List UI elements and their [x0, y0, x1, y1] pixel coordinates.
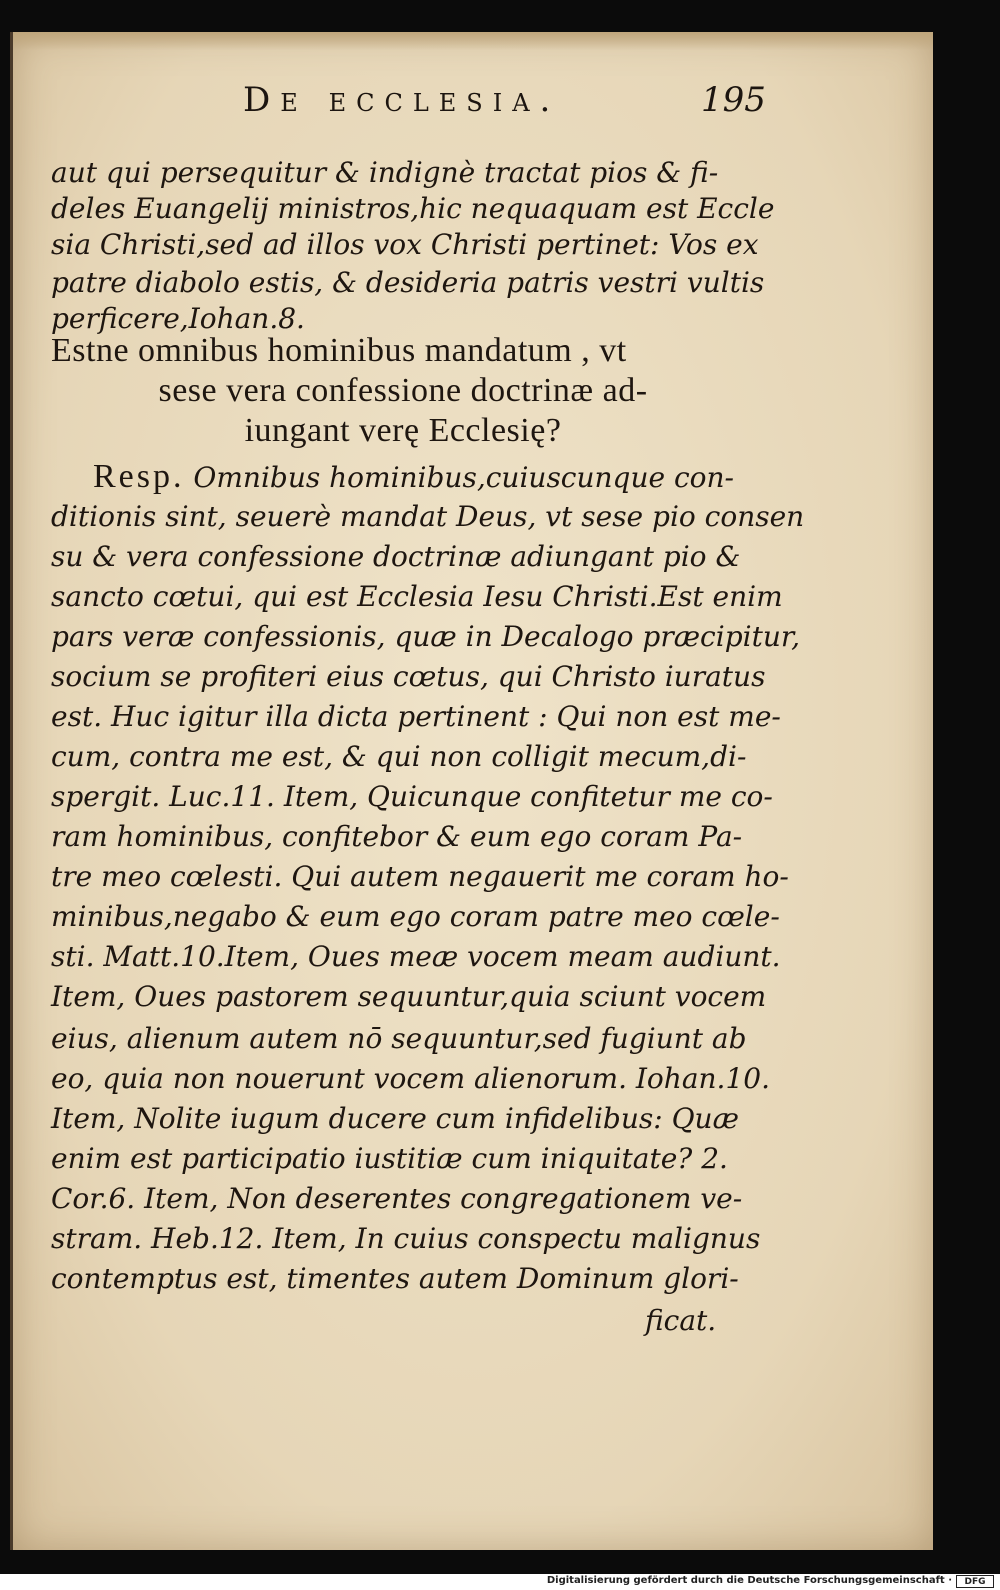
response-label: Resp. — [93, 458, 185, 495]
text-line: pars veræ confessionis, quæ in Decalogo præcipitur, — [51, 620, 801, 653]
text-line: ram hominibus, confitebor & eum ego coram Pa- — [51, 820, 743, 853]
text-line: minibus,negabo & eum ego coram patre meo cœle- — [51, 900, 780, 933]
text-line: sia Christi,sed ad illos vox Christi pertinet: Vos ex — [51, 228, 759, 261]
text-line: aut qui persequitur & indignè tractat pios & fi- — [51, 156, 719, 189]
text-line: spergit. Luc.11. Item, Quicunque confitetur me co- — [51, 780, 773, 813]
response-text: Omnibus hominibus,cuiuscunque con- — [193, 461, 735, 494]
text-line: ditionis sint, seuerè mandat Deus, vt sese pio consen — [51, 500, 805, 533]
text-line: Item, Nolite iugum ducere cum infidelibus: Quæ — [51, 1102, 739, 1135]
text-line: tre meo cœlesti. Qui autem negauerit me coram ho- — [51, 860, 789, 893]
dfg-logo-icon: DFG — [956, 1575, 994, 1588]
page-number: 195 — [701, 80, 766, 120]
funding-credit: Digitalisierung gefördert durch die Deutsche Forschungsgemeinschaft · — [546, 1575, 952, 1586]
question-line: sese vera confessione doctrinæ ad- — [158, 372, 648, 409]
text-line: enim est participatio iustitiæ cum iniquitate? 2. — [51, 1142, 728, 1175]
text-line: eo, quia non nouerunt vocem alienorum. Iohan.10. — [51, 1062, 770, 1095]
response-line — [93, 460, 734, 495]
running-head: De ecclesia. — [243, 80, 561, 120]
text-line: patre diabolo estis, & desideria patris vestri vultis — [51, 266, 765, 299]
question-line: Estne omnibus hominibus mandatum , vt — [51, 332, 627, 369]
text-line: deles Euangelij ministros,hic nequaquam est Eccle — [51, 192, 775, 225]
text-line: eius, alienum autem nō sequuntur,sed fugiunt ab — [51, 1022, 747, 1055]
text-line: est. Huc igitur illa dicta pertinent : Qui non est me- — [51, 700, 781, 733]
question-line: iungant verę Ecclesię? — [244, 412, 562, 449]
text-line: Cor.6. Item, Non deserentes congregationem ve- — [51, 1182, 743, 1215]
text-line-last: ficat. — [645, 1304, 717, 1337]
text-line: perficere,Iohan.8. — [51, 302, 305, 335]
page-edge-shadow — [13, 32, 933, 50]
book-page — [10, 32, 933, 1550]
text-line: su & vera confessione doctrinæ adiungant pio & — [51, 540, 741, 573]
text-line: Item, Oues pastorem sequuntur,quia sciunt vocem — [51, 980, 767, 1013]
text-line: cum, contra me est, & qui non colligit mecum,di- — [51, 740, 747, 773]
text-line: stram. Heb.12. Item, In cuius conspectu malignus — [51, 1222, 761, 1255]
text-line: sti. Matt.10.Item, Oues meæ vocem meam audiunt. — [51, 940, 781, 973]
text-line: sancto cœtui, qui est Ecclesia Iesu Christi.Est enim — [51, 580, 783, 613]
footer-bar — [0, 1574, 1000, 1590]
text-line: contemptus est, timentes autem Dominum glori- — [51, 1262, 739, 1295]
text-line: socium se profiteri eius cœtus, qui Christo iuratus — [51, 660, 766, 693]
